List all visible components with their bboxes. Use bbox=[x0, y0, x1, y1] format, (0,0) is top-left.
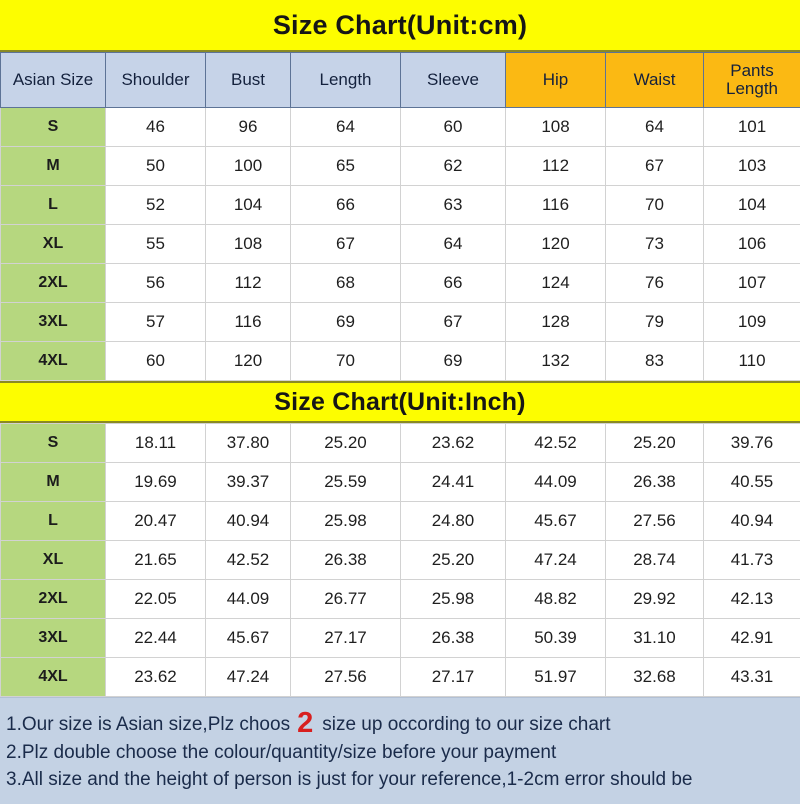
cell-waist: 70 bbox=[606, 186, 704, 225]
cell-shoulder: 56 bbox=[106, 264, 206, 303]
inch-table-body bbox=[1, 424, 800, 697]
cell-hip: 132 bbox=[506, 342, 606, 381]
table-row bbox=[1, 264, 800, 303]
cell-hip: 44.09 bbox=[506, 463, 606, 502]
cell-waist: 64 bbox=[606, 108, 704, 147]
cell-pants-length: 39.76 bbox=[704, 424, 800, 463]
table-row bbox=[1, 658, 800, 697]
size-label: 4XL bbox=[1, 342, 106, 381]
cell-bust: 45.67 bbox=[206, 619, 291, 658]
cell-length: 70 bbox=[291, 342, 401, 381]
cell-waist: 67 bbox=[606, 147, 704, 186]
cell-bust: 44.09 bbox=[206, 580, 291, 619]
column-header-hip: Hip bbox=[506, 53, 606, 108]
cell-sleeve: 25.98 bbox=[401, 580, 506, 619]
cell-length: 25.20 bbox=[291, 424, 401, 463]
cell-shoulder: 22.05 bbox=[106, 580, 206, 619]
cell-hip: 120 bbox=[506, 225, 606, 264]
cell-pants-length: 41.73 bbox=[704, 541, 800, 580]
cell-hip: 47.24 bbox=[506, 541, 606, 580]
cell-sleeve: 66 bbox=[401, 264, 506, 303]
cell-sleeve: 60 bbox=[401, 108, 506, 147]
cm-chart-title: Size Chart(Unit:cm) bbox=[0, 0, 800, 52]
cell-sleeve: 23.62 bbox=[401, 424, 506, 463]
cm-header-row bbox=[1, 53, 800, 108]
cell-bust: 104 bbox=[206, 186, 291, 225]
size-label: 3XL bbox=[1, 303, 106, 342]
cell-waist: 73 bbox=[606, 225, 704, 264]
cell-sleeve: 63 bbox=[401, 186, 506, 225]
cell-hip: 51.97 bbox=[506, 658, 606, 697]
table-row bbox=[1, 580, 800, 619]
cell-pants-length: 40.55 bbox=[704, 463, 800, 502]
size-label: L bbox=[1, 186, 106, 225]
cell-waist: 31.10 bbox=[606, 619, 704, 658]
cell-hip: 116 bbox=[506, 186, 606, 225]
cell-pants-length: 43.31 bbox=[704, 658, 800, 697]
table-row bbox=[1, 502, 800, 541]
cell-waist: 27.56 bbox=[606, 502, 704, 541]
cell-shoulder: 19.69 bbox=[106, 463, 206, 502]
cell-sleeve: 24.41 bbox=[401, 463, 506, 502]
cell-hip: 50.39 bbox=[506, 619, 606, 658]
cell-waist: 29.92 bbox=[606, 580, 704, 619]
cell-shoulder: 50 bbox=[106, 147, 206, 186]
size-label: S bbox=[1, 424, 106, 463]
cell-pants-length: 106 bbox=[704, 225, 800, 264]
cm-size-table bbox=[0, 52, 800, 381]
footer-notes bbox=[0, 697, 800, 804]
cell-bust: 112 bbox=[206, 264, 291, 303]
cell-length: 68 bbox=[291, 264, 401, 303]
cell-pants-length: 42.13 bbox=[704, 580, 800, 619]
cell-bust: 39.37 bbox=[206, 463, 291, 502]
cell-bust: 47.24 bbox=[206, 658, 291, 697]
cell-length: 69 bbox=[291, 303, 401, 342]
column-header-pants-length: Pants Length bbox=[704, 53, 800, 108]
cell-shoulder: 20.47 bbox=[106, 502, 206, 541]
table-row bbox=[1, 463, 800, 502]
table-row bbox=[1, 225, 800, 264]
cell-bust: 100 bbox=[206, 147, 291, 186]
table-row bbox=[1, 303, 800, 342]
cell-shoulder: 22.44 bbox=[106, 619, 206, 658]
cell-hip: 45.67 bbox=[506, 502, 606, 541]
cell-shoulder: 21.65 bbox=[106, 541, 206, 580]
cell-bust: 108 bbox=[206, 225, 291, 264]
cell-hip: 48.82 bbox=[506, 580, 606, 619]
cell-hip: 128 bbox=[506, 303, 606, 342]
footer-note-1-highlight: 2 bbox=[290, 709, 322, 738]
cell-bust: 96 bbox=[206, 108, 291, 147]
cell-length: 26.77 bbox=[291, 580, 401, 619]
size-label: L bbox=[1, 502, 106, 541]
cm-table-body bbox=[1, 108, 800, 381]
cell-pants-length: 40.94 bbox=[704, 502, 800, 541]
cell-bust: 37.80 bbox=[206, 424, 291, 463]
table-row bbox=[1, 424, 800, 463]
column-header-asian-size: Asian Size bbox=[1, 53, 106, 108]
cell-length: 27.56 bbox=[291, 658, 401, 697]
size-label: 4XL bbox=[1, 658, 106, 697]
cell-sleeve: 67 bbox=[401, 303, 506, 342]
footer-note-1-prefix: 1.Our size is Asian size,Plz choos bbox=[6, 711, 290, 739]
cell-sleeve: 27.17 bbox=[401, 658, 506, 697]
cell-length: 67 bbox=[291, 225, 401, 264]
cell-pants-length: 42.91 bbox=[704, 619, 800, 658]
cell-sleeve: 25.20 bbox=[401, 541, 506, 580]
cell-pants-length: 104 bbox=[704, 186, 800, 225]
column-header-shoulder: Shoulder bbox=[106, 53, 206, 108]
footer-note-1 bbox=[6, 707, 794, 739]
cell-sleeve: 62 bbox=[401, 147, 506, 186]
cell-waist: 25.20 bbox=[606, 424, 704, 463]
inch-chart-title: Size Chart(Unit:Inch) bbox=[0, 381, 800, 423]
cell-shoulder: 55 bbox=[106, 225, 206, 264]
cell-sleeve: 64 bbox=[401, 225, 506, 264]
size-label: M bbox=[1, 147, 106, 186]
table-row bbox=[1, 108, 800, 147]
cell-sleeve: 24.80 bbox=[401, 502, 506, 541]
size-label: XL bbox=[1, 225, 106, 264]
inch-size-table bbox=[0, 423, 800, 697]
cell-pants-length: 109 bbox=[704, 303, 800, 342]
cell-length: 25.98 bbox=[291, 502, 401, 541]
cell-pants-length: 107 bbox=[704, 264, 800, 303]
cell-shoulder: 46 bbox=[106, 108, 206, 147]
size-label: 2XL bbox=[1, 580, 106, 619]
cell-waist: 28.74 bbox=[606, 541, 704, 580]
cell-sleeve: 69 bbox=[401, 342, 506, 381]
cell-bust: 42.52 bbox=[206, 541, 291, 580]
size-label: M bbox=[1, 463, 106, 502]
cell-bust: 40.94 bbox=[206, 502, 291, 541]
size-label: 3XL bbox=[1, 619, 106, 658]
cell-waist: 76 bbox=[606, 264, 704, 303]
size-label: XL bbox=[1, 541, 106, 580]
cell-pants-length: 103 bbox=[704, 147, 800, 186]
column-header-waist: Waist bbox=[606, 53, 704, 108]
footer-note-3: 3.All size and the height of person is just for your reference,1-2cm error should be bbox=[6, 766, 794, 794]
column-header-bust: Bust bbox=[206, 53, 291, 108]
table-row bbox=[1, 342, 800, 381]
cell-shoulder: 60 bbox=[106, 342, 206, 381]
cell-shoulder: 18.11 bbox=[106, 424, 206, 463]
cell-hip: 42.52 bbox=[506, 424, 606, 463]
footer-note-1-suffix: size up occording to our size chart bbox=[322, 711, 610, 739]
size-label: S bbox=[1, 108, 106, 147]
cell-waist: 79 bbox=[606, 303, 704, 342]
cell-length: 66 bbox=[291, 186, 401, 225]
cell-waist: 26.38 bbox=[606, 463, 704, 502]
table-row bbox=[1, 147, 800, 186]
cell-waist: 32.68 bbox=[606, 658, 704, 697]
cell-bust: 116 bbox=[206, 303, 291, 342]
cell-waist: 83 bbox=[606, 342, 704, 381]
cell-hip: 124 bbox=[506, 264, 606, 303]
size-label: 2XL bbox=[1, 264, 106, 303]
table-row bbox=[1, 541, 800, 580]
cell-pants-length: 101 bbox=[704, 108, 800, 147]
cell-length: 65 bbox=[291, 147, 401, 186]
cell-length: 64 bbox=[291, 108, 401, 147]
cell-sleeve: 26.38 bbox=[401, 619, 506, 658]
table-row bbox=[1, 186, 800, 225]
cell-bust: 120 bbox=[206, 342, 291, 381]
cell-shoulder: 52 bbox=[106, 186, 206, 225]
cell-length: 27.17 bbox=[291, 619, 401, 658]
cell-shoulder: 57 bbox=[106, 303, 206, 342]
footer-note-2: 2.Plz double choose the colour/quantity/size before your payment bbox=[6, 739, 794, 767]
cell-hip: 112 bbox=[506, 147, 606, 186]
column-header-sleeve: Sleeve bbox=[401, 53, 506, 108]
column-header-length: Length bbox=[291, 53, 401, 108]
cell-hip: 108 bbox=[506, 108, 606, 147]
cell-shoulder: 23.62 bbox=[106, 658, 206, 697]
cell-pants-length: 110 bbox=[704, 342, 800, 381]
table-row bbox=[1, 619, 800, 658]
cell-length: 25.59 bbox=[291, 463, 401, 502]
cell-length: 26.38 bbox=[291, 541, 401, 580]
